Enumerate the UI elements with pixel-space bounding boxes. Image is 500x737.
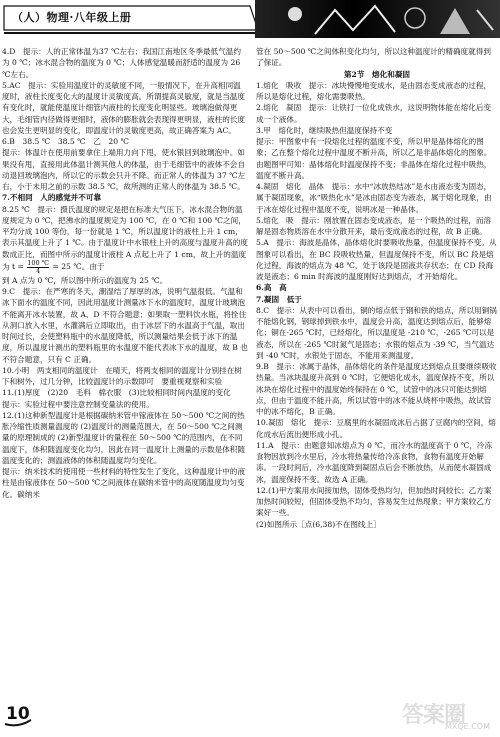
- page-number: [4, 704, 32, 728]
- answer-12: 12.(1)这种新型温度计是根据碳纳米管中镓液体在 50～500 ℃之间的热胀冷缩性质测量温度的 (2)温度计的测量范围大，在 50～500 ℃之间测量的原理制成的 (2)新型温度计的量程在 50～500 ℃的范围内，在不同温度下，体积随温度变化均匀，因此在同一温度计上测量的示数是体积随温度变化的；测温液体的体积随温度均匀变化。: [2, 410, 245, 465]
- answer-9: 9.C 提示：在严寒的冬天，潮湿结了厚厚的冰，说明气温很低。气温和冰下面水的温度不同，因此用温度计测量冰下水的温度时，温度计玻璃泡不能离开冰水装置，故 A、D 不符合题意；如果取一塑料饮水瓶，将拴住从洞口放入水里，水灌满后立即取出，由于冰层下的水温高于气温，取出时间过长，会使塑料瓶中的水温度降低，所以测量结果会低于冰下的温度，所以温度计测出的塑料瓶里的水温度不能代表冰下水的温度，故 B 也不符合题意，只有 C 正确。: [2, 287, 248, 364]
- answer-11-hint: 提示：实验过程中要注意控制变量法的使用。: [2, 399, 154, 409]
- r-answer-12-2: (2)如图所示［点(6,38)不在图线上］: [256, 519, 381, 529]
- answer-6-hint: 提示：体温计在使用前要拿住上端用力向下甩，使水银回到玻璃泡中。如果没有甩，直接用此体温计测其他人的体温，由于毛细管中的液体不会自动退回玻璃泡内，所以它的示数会只升不降。而正常人的体温为 37 ℃左右，小于未用之前的示数 38.5 ℃，故所测的正常人的体温为 38.5 ℃。: [2, 148, 246, 191]
- section-heading: 第2节 熔化和凝固: [343, 69, 411, 79]
- r-answer-6: 6.高 高: [256, 283, 287, 293]
- answer-12-hint: 提示：纳米技术的使用使一些材料的特性发生了变化，这种温度计中的液柱是由镓液体在 50～500 ℃之间液体在碳纳米管中的高度随温度均匀变化。碳纳米: [2, 467, 245, 499]
- watermark-url: MXQE.COM: [444, 722, 490, 731]
- left-column: [2, 46, 248, 500]
- page-header: [0, 0, 500, 40]
- answer-7: 7.不相同 人的感觉并不可靠: [2, 193, 102, 203]
- watermark-logo-text: 答案圈: [402, 703, 466, 728]
- r-answer-10: 10.凝固 熔化 提示：豆腐里的水凝固成冰后占据了豆腐内的空间，熔化成水后流出便形成小孔。: [256, 418, 496, 439]
- r-answer-8: 8.C 提示：从表中可以看出，铜的熔点低于钢和铁的熔点，所以用铜锅不能熔化钢，钢球掉到铁水中，温度会升高，温度达到熔点后，能够熔化；铜在-265 ℃时，已经熔化，所以温度是 -210 ℃，-265 ℃可以是液态，所以在 -265 ℃时氮气是固态；水银的熔点为 -39 ℃，当气温达到 -40 ℃时，水银处于固态，不能用来测温度。: [256, 305, 497, 360]
- r-answer-5a: 5.熔化 吸 提示：刚放置在固态变成液态，是一个吸热的过程，而溶解是固态物质溶在水中分散开来，最后变成液态的过程，故 B 正确。: [256, 215, 492, 236]
- fraction-denominator: 4: [36, 266, 41, 275]
- fraction-numerator: 100 ℃: [27, 258, 50, 267]
- answer-6: 6.B 38.5 ℃ 38.5 ℃ 乙 20 ℃: [2, 137, 129, 146]
- header-decoration: [255, 0, 500, 38]
- r-answer-12: 12.(1)甲方案用水间接加热，固体受热均匀，但加热时间较长；乙方案加热时间较短，但固体受热不均匀，容易发生过热现象；甲方案较乙方案好一些。: [256, 485, 492, 518]
- answer-10: 10.小明 两支相同的温度计 在晴天，将两支相同的温度计分别挂在树下和树外，过几分钟，比较温度计的示数即可 要重视观察和实验: [2, 365, 242, 386]
- formula: [12, 258, 105, 275]
- r-answer-2: 2.熔化 凝固 提示：让铁打一位化成铁水，这说明物体能在熔化后变成一个液体。: [256, 103, 492, 124]
- page-number-text: 10: [6, 704, 30, 724]
- r-answer-3-hint: 提示：甲图象中有一段熔化过程的温度不变，所以甲是晶体熔化的图象；乙在整个熔化过程中温度不断升高，所以乙是非晶体熔化的图象。由题图甲可知：晶体熔化时温度保持不变；非晶体在熔化过程中吸热，温度不断升高。: [256, 137, 492, 180]
- r-answer-11: 11.A 提示：由题意知冰熔点为 0 ℃，而冷水的温度高于 0 ℃，冷冻食物因放到冷水里后，冷水将热量传给冷冻食物，食物有温度开始解冻。一段时间后，冷水温度降到凝固点后会不断放热，从而使水凝固成冰，温度保持不变。故选 A 正确。: [256, 440, 493, 484]
- answer-11: 11.(1)厚度 (2)20 毛料 棉衣服 (3)比较相同时间内温度的变化: [2, 388, 231, 398]
- book-title: （人）物理·八年级上册: [12, 11, 132, 24]
- answer-5: 5.AC 提示：实验用温度计的灵敏度不同，一般情况下，在升高相同温度时，液柱长度变化大的温度计灵敏度高。所谓提高灵敏度，就是当温度有变化时，就能使温度计细管内液柱的长度变化明显些。玻璃泡做得更大，毛细管内径做得更细时，液体的膨胀就会表现得更明显，液柱的长度也会发生更明显的变化，即温度计的灵敏度更高，故正确答案为 AC。: [2, 80, 245, 135]
- r-answer-9: 9.B 提示：冰属于晶体，晶体熔化的条件是温度达到熔点且要继续吸收热量。当冰块温度升高到 0 ℃时，它便熔化成水，温度保持不变，所以冰块在熔化过程中的温度始终保持在 0 ℃，试管中的冰只可能达到熔点，但由于温度不能升高，所以试管中的冰不能从烧杯中吸热，故试管中的冰不熔化，B 正确。: [256, 362, 497, 416]
- continued-text: 管在 50～500 ℃之间体积变化均匀，所以这种温度计的精确度就得到了保证。: [256, 47, 491, 68]
- formula-prefix: t =: [12, 262, 24, 272]
- right-column: [256, 46, 498, 530]
- r-answer-3: 3.甲 熔化时，继续吸热但温度保持不变: [256, 125, 393, 135]
- watermark: [402, 698, 490, 732]
- r-answer-1: 1.熔化 吸收 提示：冰块慢慢地变成水，是由固态变成液态的过程，所以是熔化过程，熔化需要吸热。: [256, 80, 492, 101]
- r-answer-7: 7.凝固 低于: [256, 294, 302, 304]
- r-answer-5b: 5.A 提示：海波是晶体，晶体熔化时要吸收热量，但温度保持不变。从图象可以看出，在 BC 段吸收热量，但温度保持不变，所以 BC 段是熔化过程，海波的熔点为 48 ℃，处于该段是固液共存状态；在 CD 段海波是液态；6 min 时海波的温度刚好达到熔点，才开始熔化。: [256, 238, 497, 281]
- answer-8-cont: 到 A 点为 0 ℃，所以图中所示的温度为 25 ℃。: [2, 275, 168, 285]
- sports-silhouette-icon: [255, 0, 500, 38]
- answer-4: 4.D 提示：人的正常体温为37 ℃左右；我国江南地区冬季最低气温约为 0 ℃；冰水混合物的温度为 0 ℃；人体感觉温暖而舒适的温度为 26 ℃左右。: [2, 47, 241, 79]
- r-answer-4: 4.凝固 熔化 晶体 提示：水中“冰放热结冰”是水由液态变为固态，属于凝固现象，冰“吸热化水”是冰由固态变为液态，属于熔化现象，由于冰在熔化过程中温度不变，说明冰是一种晶体。: [256, 182, 492, 214]
- answer-8-text: 8.25 ℃ 提示：摄氏温度的规定是把在标准大气压下，冰水混合物的温度规定为 0 ℃，把沸水的温度规定为 100 ℃，在 0 ℃和 100 ℃之间，平均分成 100 等份，每一份就是 1 ℃，所以温度计的液柱上升 1 cm，表示其温度上升了 1 ℃。由于温度计中水银柱上升的高度与温度升高的度数成正比，而图中所示的温度计液柱 A 点起上升了 1 cm，故上升的温度为: [2, 204, 248, 272]
- header-bar: [0, 2, 260, 34]
- fraction: [27, 260, 49, 275]
- answer-8: [2, 204, 248, 275]
- formula-result: = 25 ℃。由于: [52, 262, 105, 272]
